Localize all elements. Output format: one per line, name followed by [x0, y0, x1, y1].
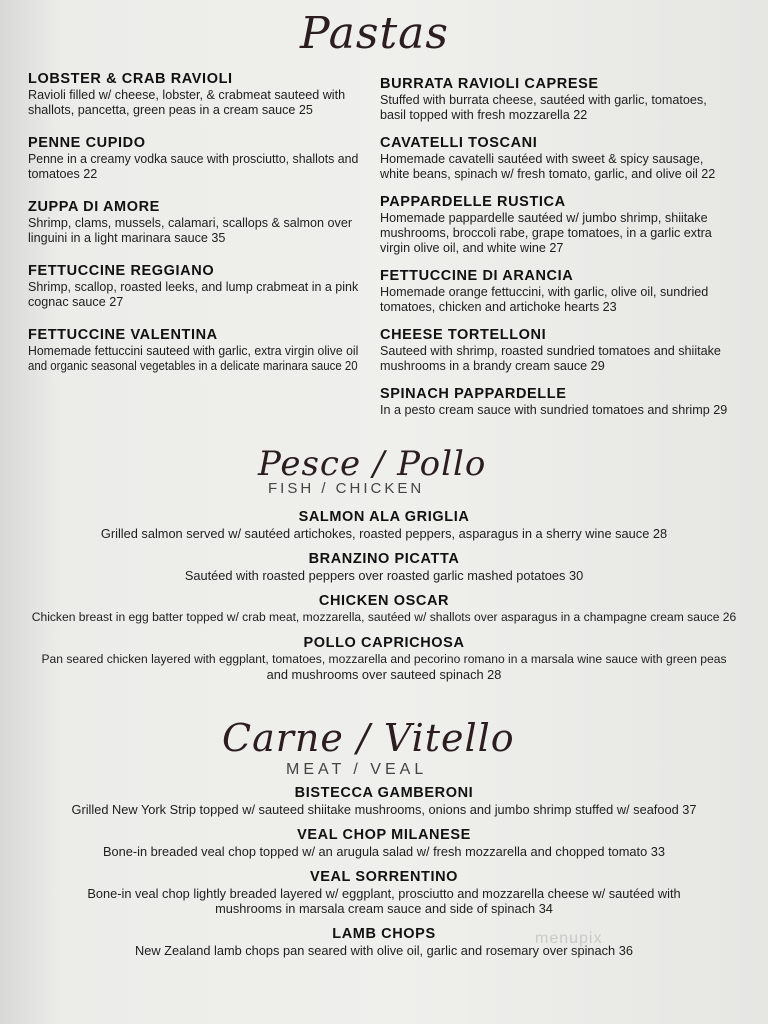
menu-item: [0, 926, 768, 958]
menu-item: [0, 509, 768, 541]
item-description-line: Chicken breast in egg batter topped w/ crab meat, mozzarella, sautéed w/ shallots over asparagus in a champagne cream sauce 26: [31, 610, 737, 624]
item-name: ZUPPA DI AMORE: [28, 199, 160, 215]
item-name: FETTUCCINE REGGIANO: [28, 263, 215, 279]
menu-item: [380, 135, 740, 182]
item-name: PAPPARDELLE RUSTICA: [380, 194, 566, 210]
item-description-line: Pan seared chicken layered with eggplant, tomatoes, mozzarella and pecorino romano in a marsala wine sauce with green peas: [41, 652, 727, 666]
menu-item: [28, 135, 358, 182]
carne-vitello-heading: Carne / Vitello: [222, 716, 515, 760]
menu-item: [380, 76, 740, 123]
item-name: VEAL CHOP MILANESE: [297, 827, 471, 843]
menu-item: [0, 869, 768, 916]
item-description-line: New Zealand lamb chops pan seared with olive oil, garlic and rosemary over spinach 36: [135, 943, 633, 958]
item-name: CHEESE TORTELLONI: [380, 327, 547, 343]
menu-item: [0, 785, 768, 817]
menu-item: [380, 268, 740, 315]
item-description-line: Homemade cavatelli sautéed with sweet & spicy sausage,: [380, 152, 704, 166]
item-description-line: Homemade fettuccini sauteed with garlic, extra virgin olive oil: [28, 344, 359, 358]
item-description-line: Shrimp, clams, mussels, calamari, scallops & salmon over: [28, 216, 353, 230]
item-description-line: virgin olive oil, and white wine 27: [380, 241, 564, 255]
pastas-left-column: [28, 71, 358, 391]
item-description-line: linguini in a light marinara sauce 35: [28, 231, 226, 245]
item-description-line: Homemade orange fettuccini, with garlic, olive oil, sundried: [380, 285, 709, 299]
menu-item: [28, 263, 358, 310]
item-name: LOBSTER & CRAB RAVIOLI: [28, 71, 233, 87]
item-name: POLLO CAPRICHOSA: [303, 635, 465, 651]
pastas-heading: Pastas: [300, 8, 449, 59]
item-description-line: Stuffed with burrata cheese, sautéed with garlic, tomatoes,: [380, 93, 707, 107]
item-description-line: Grilled salmon served w/ sautéed artichokes, roasted peppers, asparagus in a sherry wine sauce 28: [100, 526, 668, 541]
item-name: PENNE CUPIDO: [28, 135, 146, 151]
pesce-pollo-subtitle: FISH / CHICKEN: [268, 480, 425, 497]
menu-item: [28, 199, 358, 246]
menu-item: [28, 327, 358, 374]
item-description-line: tomatoes 22: [28, 167, 98, 181]
item-name: VEAL SORRENTINO: [309, 869, 459, 885]
menu-item: [28, 71, 358, 118]
menu-item: [0, 551, 768, 583]
item-description-line: Homemade pappardelle sautéed w/ jumbo shrimp, shiitake: [380, 211, 708, 225]
menu-item: [380, 386, 740, 418]
item-description-line: Grilled New York Strip topped w/ sauteed shiitake mushrooms, onions and jumbo shrimp stuffed w/ seafood 37: [71, 802, 697, 817]
carne-vitello-subtitle: MEAT / VEAL: [286, 761, 428, 778]
pastas-right-column: [380, 76, 740, 435]
item-description-line: mushrooms in a brandy cream sauce 29: [380, 359, 605, 373]
item-name: SPINACH PAPPARDELLE: [380, 386, 567, 402]
item-description-line: Shrimp, scallop, roasted leeks, and lump crabmeat in a pink: [28, 280, 359, 294]
carne-vitello-items: [0, 785, 768, 968]
item-description-line: and organic seasonal vegetables in a delicate marinara sauce 20: [28, 359, 358, 373]
item-name: BISTECCA GAMBERONI: [294, 785, 474, 801]
menu-item: [0, 593, 768, 625]
item-description-line: Bone-in breaded veal chop topped w/ an arugula salad w/ fresh mozzarella and chopped tomato 33: [102, 844, 665, 859]
menu-item: [380, 327, 740, 374]
item-description-line: shallots, pancetta, green peas in a cream sauce 25: [28, 103, 313, 117]
item-description-line: cognac sauce 27: [28, 295, 124, 309]
item-description-line: tomatoes, chicken and artichoke hearts 23: [380, 300, 617, 314]
pesce-pollo-heading: Pesce / Pollo: [258, 444, 487, 484]
item-description-line: Penne in a creamy vodka sauce with prosciutto, shallots and: [28, 152, 359, 166]
item-description-line: basil topped with fresh mozzarella 22: [380, 108, 588, 122]
item-name: FETTUCCINE VALENTINA: [28, 327, 218, 343]
item-name: CAVATELLI TOSCANI: [380, 135, 538, 151]
item-name: FETTUCCINE DI ARANCIA: [380, 268, 574, 284]
menu-item: [0, 827, 768, 859]
item-name: LAMB CHOPS: [332, 926, 436, 942]
menu-item: [380, 194, 740, 256]
pesce-pollo-items: [0, 509, 768, 692]
item-name: BRANZINO PICATTA: [308, 551, 460, 567]
item-description-line: Sauteed with shrimp, roasted sundried tomatoes and shiitake: [380, 344, 721, 358]
item-description-line: mushrooms, broccoli rabe, grape tomatoes, in a garlic extra: [380, 226, 712, 240]
menu-item: [0, 635, 768, 682]
item-name: SALMON ALA GRIGLIA: [298, 509, 470, 525]
watermark: menupix: [535, 930, 603, 947]
item-description-line: Ravioli filled w/ cheese, lobster, & crabmeat sauteed with: [28, 88, 346, 102]
item-description-line: Sautéed with roasted peppers over roasted garlic mashed potatoes 30: [184, 568, 584, 583]
item-name: CHICKEN OSCAR: [318, 593, 450, 609]
item-description-line: Bone-in veal chop lightly breaded layered w/ eggplant, prosciutto and mozzarella cheese w/ sautéed with: [87, 886, 681, 901]
item-description-line: mushrooms in marsala cream sauce and side of spinach 34: [215, 901, 553, 916]
item-description-line: In a pesto cream sauce with sundried tomatoes and shrimp 29: [380, 403, 728, 417]
item-description-line: white beans, spinach w/ fresh tomato, garlic, and olive oil 22: [380, 167, 716, 181]
item-description-line: and mushrooms over sauteed spinach 28: [266, 667, 502, 682]
item-name: BURRATA RAVIOLI CAPRESE: [380, 76, 599, 92]
